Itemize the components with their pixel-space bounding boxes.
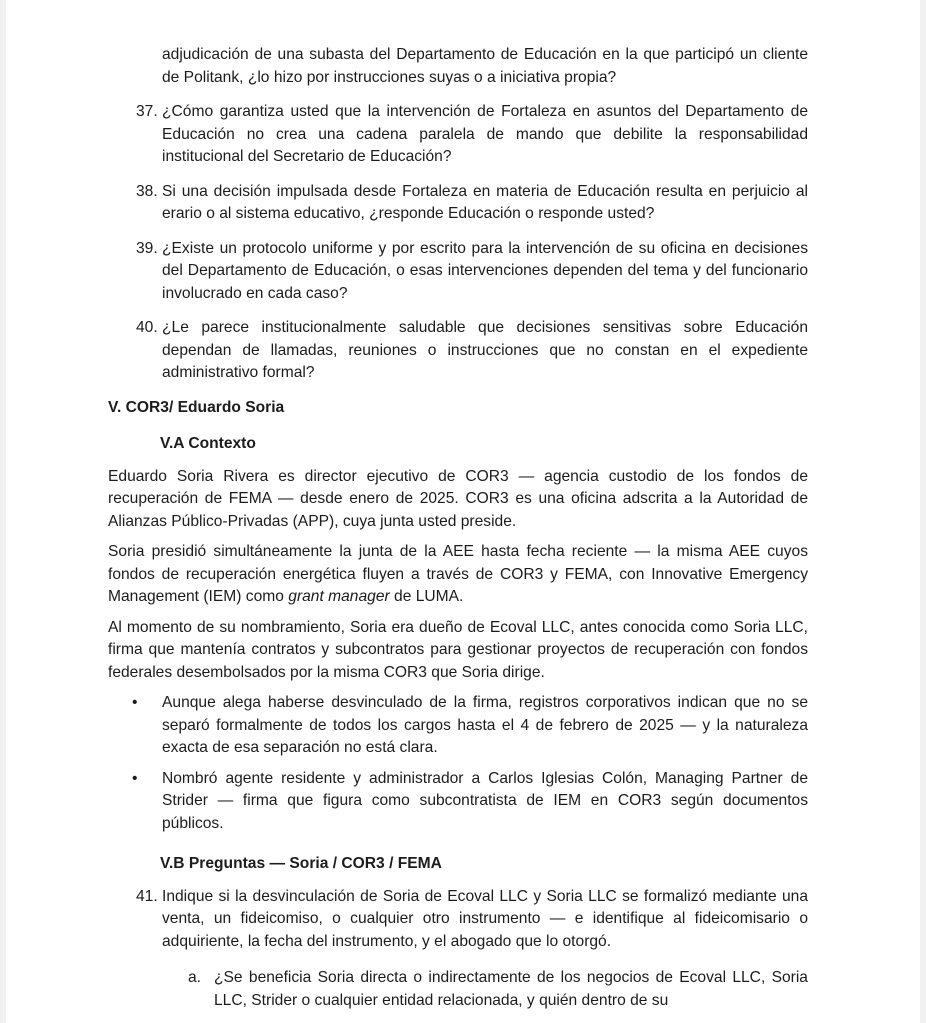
sub-question-a <box>108 967 808 1012</box>
question-number: 41. <box>136 887 158 905</box>
question-text: ¿Le parece institucionalmente saludable que decisiones sensitivas sobre Educación dependan de llamadas, reuniones o instrucciones que no constan en el expediente administrativo formal? <box>162 319 808 381</box>
bullet-icon: • <box>132 694 138 711</box>
question-number: 39. <box>136 239 158 257</box>
context-paragraph-3: Al momento de su nombramiento, Soria era dueño de Ecoval LLC, antes conocida como Soria LLC, firma que mantenía contratos y subcontratos para gestionar proyectos de recuperación con fondos federales desembolsados por la misma COR3 que Soria dirige. <box>108 618 808 681</box>
subsection-heading-va: V.A Contexto <box>160 435 256 452</box>
question-36-continuation: adjudicación de una subasta del Departamento de Educación en la que participó un cliente de Politank, ¿lo hizo por instrucciones suyas o a iniciativa propia? <box>162 46 808 86</box>
page-edge-left <box>0 0 6 1023</box>
bullet-text: Nombró agente residente y administrador a Carlos Iglesias Colón, Managing Partner de Strider — firma que figura como subcontratista de IEM en COR3 según documentos públicos. <box>162 769 808 832</box>
question-40 <box>108 317 808 385</box>
italic-term: grant manager <box>288 588 390 605</box>
bullet-text: Aunque alega haberse desvinculado de la firma, registros corporativos indican que no se separó formalmente de todos los cargos hasta el 4 de febrero de 2025 — y la naturaleza exacta de esa separación no está clara. <box>162 694 808 756</box>
page-edge-right <box>920 0 926 1023</box>
question-text: ¿Existe un protocolo uniforme y por escrito para la intervención de su oficina en decisiones del Departamento de Educación, o esas intervenciones dependen del tema y del funcionario involucrado en cada caso? <box>162 239 808 302</box>
question-text: ¿Cómo garantiza usted que la intervención de Fortaleza en asuntos del Departamento de Educación no crea una cadena paralela de mando que debilite la responsabilidad institucional del Secretario de Educación? <box>162 103 808 165</box>
paragraph-text: Soria presidió simultáneamente la junta de la AEE hasta fecha reciente — la misma AEE cuyos fondos de recuperación energética fluyen a través de COR3 y FEMA, con Innovative Emergency Management (IEM) como <box>108 543 808 605</box>
bullet-icon: • <box>132 769 138 787</box>
question-number: 37. <box>136 103 158 120</box>
question-number: 38. <box>136 182 158 200</box>
question-39 <box>108 238 808 306</box>
subsection-heading-vb: V.B Preguntas — Soria / COR3 / FEMA <box>160 855 442 872</box>
question-text: Si una decisión impulsada desde Fortaleza en materia de Educación resulta en perjuicio al erario o al sistema educativo, ¿responde Educación o responde usted? <box>162 182 808 222</box>
paragraph-text: de LUMA. <box>389 588 464 605</box>
question-text: Indique si la desvinculación de Soria de Ecoval LLC y Soria LLC se formalizó mediante una venta, un fideicomiso, o cualquier otro instrumento — e identifique al fideicomisario o adquiriente, la fecha del instrumento, y el abogado que lo otorgó. <box>162 887 808 950</box>
question-37 <box>108 101 808 169</box>
context-paragraph-2 <box>108 541 808 609</box>
question-41 <box>108 886 808 954</box>
context-paragraph-1: Eduardo Soria Rivera es director ejecutivo de COR3 — agencia custodio de los fondos de recuperación de FEMA — desde enero de 2025. COR3 es una oficina adscrita a la Autoridad de Alianzas Público-Privadas (APP), cuya junta usted preside. <box>108 467 808 530</box>
sub-question-text: ¿Se beneficia Soria directa o indirectamente de los negocios de Ecoval LLC, Soria LLC, Strider o cualquier entidad relacionada, y quién dentro de su <box>214 969 808 1009</box>
question-number: 40. <box>136 319 158 336</box>
sub-question-letter: a. <box>188 969 202 986</box>
bullet-item <box>108 768 808 836</box>
question-38 <box>108 181 808 226</box>
document-page <box>108 44 808 1012</box>
bullet-item <box>108 692 808 760</box>
section-heading-v: V. COR3/ Eduardo Soria <box>108 398 285 416</box>
